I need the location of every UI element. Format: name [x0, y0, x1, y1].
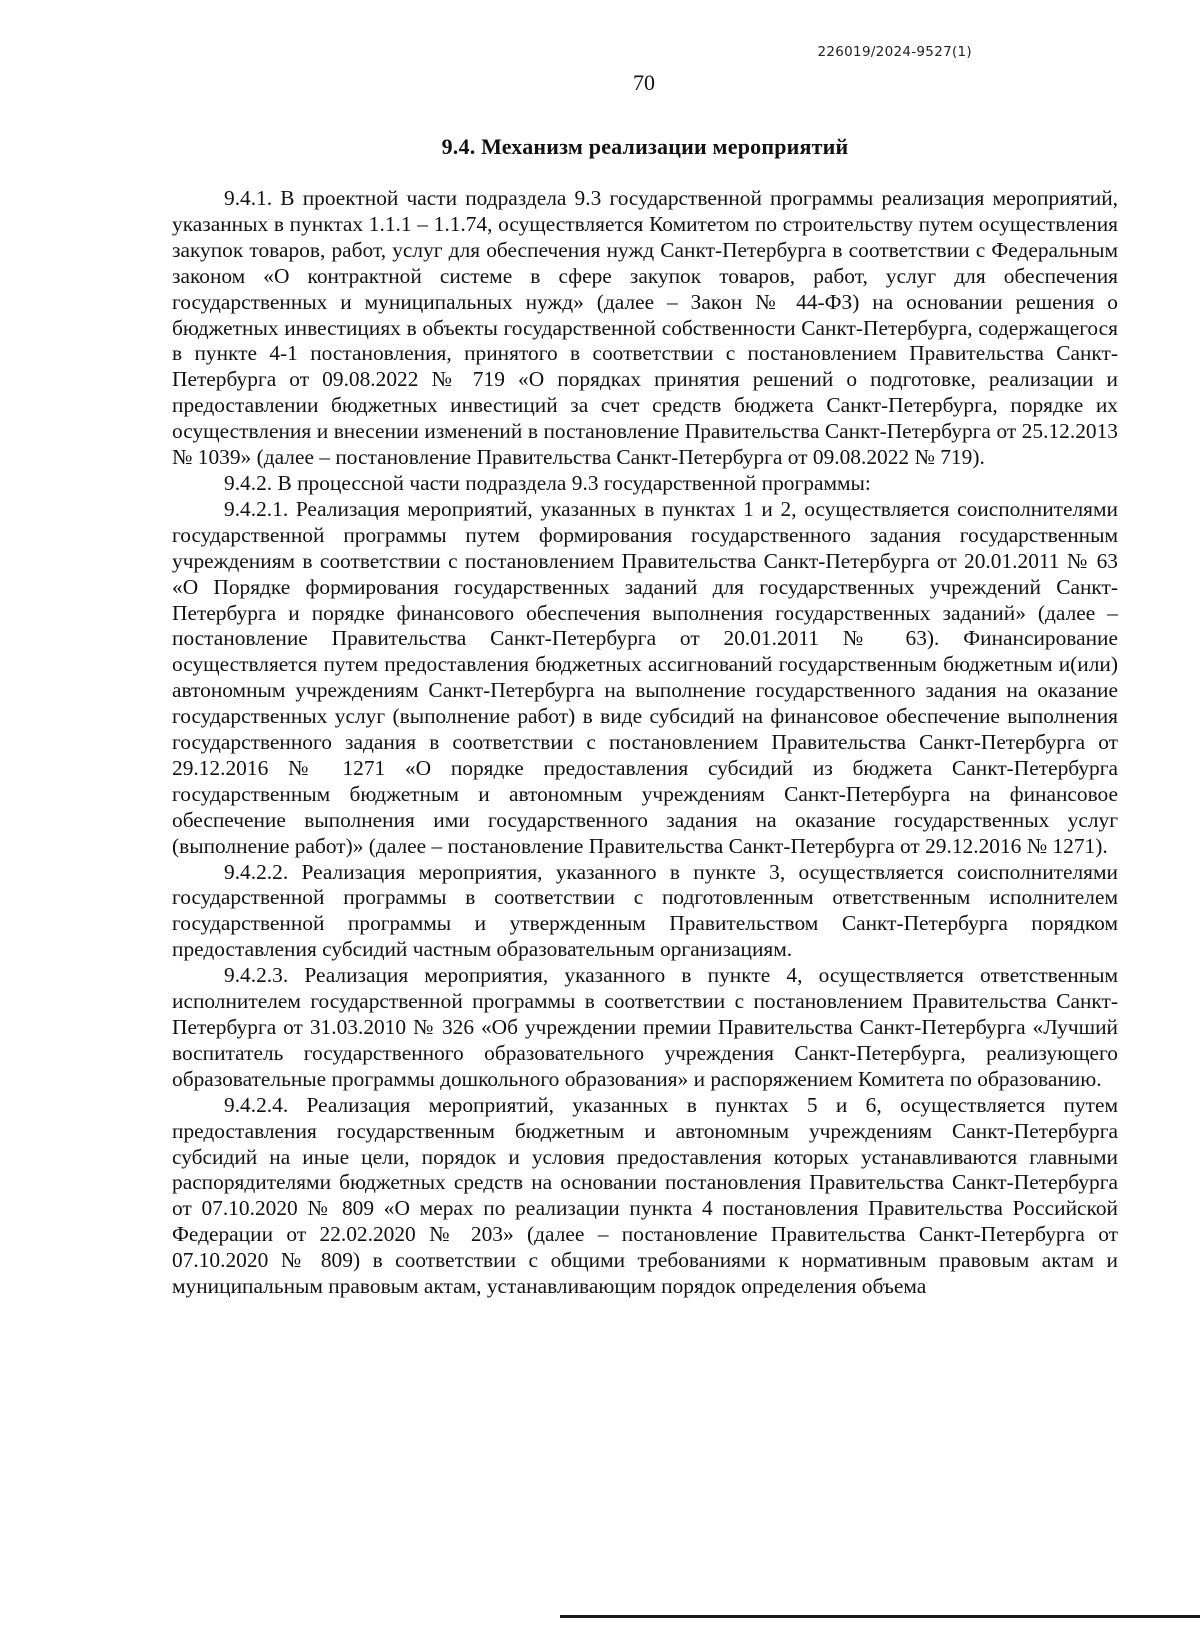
document-body	[172, 186, 1118, 1300]
scan-edge-line	[560, 1615, 1200, 1618]
document-registration-number: 226019/2024-9527(1)	[817, 44, 972, 60]
section-title: 9.4. Механизм реализации мероприятий	[441, 134, 849, 159]
paragraph-9-4-2-1: 9.4.2.1. Реализация мероприятий, указанных в пунктах 1 и 2, осуществляется соисполнителями государственной программы путем формирования государственного задания государственным учреждениям в соответствии с постановлением Правительства Санкт-Петербурга от 20.01.2011 № 63 «О Порядке формирования государственных заданий для государственных учреждений Санкт-Петербурга и порядке финансового обеспечения выполнения государственных заданий» (далее – постановление Правительства Санкт-Петербурга от 20.01.2011 № 63). Финансирование осуществляется путем предоставления бюджетных ассигнований государственным бюджетным и(или) автономным учреждениям Санкт-Петербурга на выполнение государственного задания на оказание государственных услуг (выполнение работ) в виде субсидий на финансовое обеспечение выполнения государственного задания в соответствии с постановлением Правительства Санкт-Петербурга от 29.12.2016 № 1271 «О порядке предоставления субсидий из бюджета Санкт-Петербурга государственным бюджетным и автономным учреждениям Санкт-Петербурга на финансовое обеспечение выполнения ими государственного задания на оказание государственных услуг (выполнение работ)» (далее – постановление Правительства Санкт-Петербурга от 29.12.2016 № 1271).	[172, 496, 1118, 858]
paragraph-9-4-1: 9.4.1. В проектной части подраздела 9.3 государственной программы реализация мероприятий, указанных в пунктах 1.1.1 – 1.1.74, осуществляется Комитетом по строительству путем осуществления закупок товаров, работ, услуг для обеспечения нужд Санкт-Петербурга в соответствии с Федеральным законом «О контрактной системе в сфере закупок товаров, работ, услуг для обеспечения государственных и муниципальных нужд» (далее – Закон № 44-ФЗ) на основании решения о бюджетных инвестициях в объекты государственной собственности Санкт-Петербурга, содержащегося в пункте 4-1 постановления, принятого в соответствии с постановлением Правительства Санкт-Петербурга от 09.08.2022 № 719 «О порядках принятия решений о подготовке, реализации и предоставлении бюджетных инвестиций за счет средств бюджета Санкт-Петербурга, порядке их осуществления и внесении изменений в постановление Правительства Санкт-Петербурга от 25.12.2013 № 1039» (далее – постановление Правительства Санкт-Петербурга от 09.08.2022 № 719).	[172, 186, 1118, 470]
paragraph-9-4-2-2: 9.4.2.2. Реализация мероприятия, указанного в пункте 3, осуществляется соисполнителями государственной программы в соответствии с подготовленным ответственным исполнителем государственной программы и утвержденным Правительством Санкт-Петербурга порядком предоставления субсидий частным образовательным организациям.	[172, 859, 1118, 962]
paragraph-9-4-2-4: 9.4.2.4. Реализация мероприятий, указанных в пунктах 5 и 6, осуществляется путем предоставления государственным бюджетным и автономным учреждениям Санкт-Петербурга субсидий на иные цели, порядок и условия предоставления которых устанавливаются главными распорядителями бюджетных средств на основании постановления Правительства Санкт-Петербурга от 07.10.2020 № 809 «О мерах по реализации пункта 4 постановления Правительства Российской Федерации от 22.02.2020 № 203» (далее – постановление Правительства Санкт-Петербурга от 07.10.2020 № 809) в соответствии с общими требованиями к нормативным правовым актам и муниципальным правовым актам, устанавливающим порядок определения объема	[172, 1092, 1118, 1299]
paragraph-9-4-2-3: 9.4.2.3. Реализация мероприятия, указанного в пункте 4, осуществляется ответственным исполнителем государственной программы в соответствии с постановлением Правительства Санкт-Петербурга от 31.03.2010 № 326 «Об учреждении премии Правительства Санкт-Петербурга «Лучший воспитатель государственного образовательного учреждения Санкт-Петербурга, реализующего образовательные программы дошкольного образования» и распоряжением Комитета по образованию.	[172, 963, 1118, 1091]
page-number: 70	[633, 70, 655, 95]
paragraph-9-4-2: 9.4.2. В процессной части подраздела 9.3 государственной программы:	[224, 470, 871, 495]
